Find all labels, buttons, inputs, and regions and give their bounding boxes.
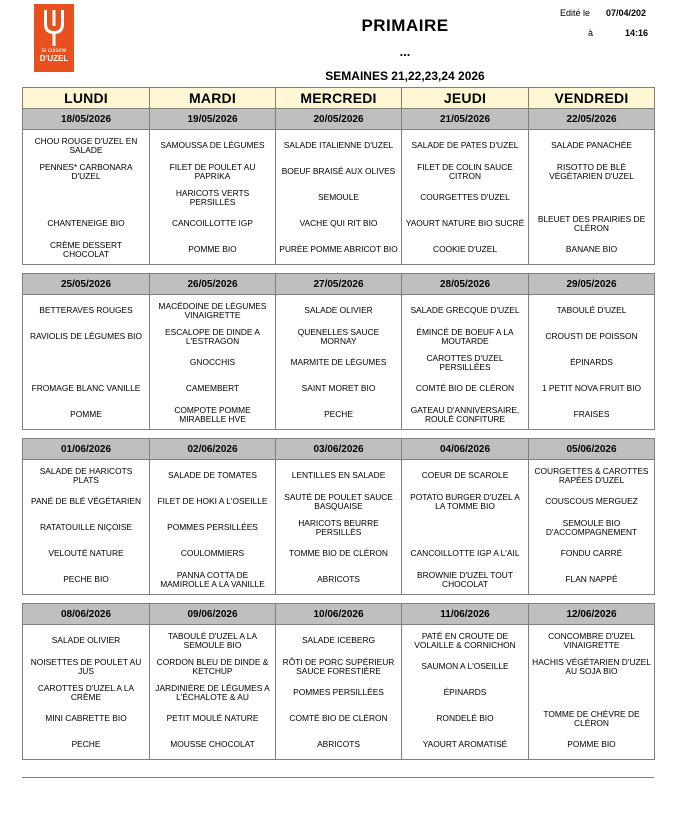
dish-item: PENNES* CARBONARA D'UZEL (39, 161, 133, 181)
date-row (23, 274, 655, 295)
dish-item: HACHIS VÉGÉTARIEN D'UZEL AU SOJA BIO (532, 656, 651, 676)
dish-item: BOEUF BRAISÉ AUX OLIVES (281, 166, 396, 177)
day-menu-cell (402, 130, 529, 265)
dish-item: COUSCOUS MERGUEZ (545, 496, 638, 507)
day-menu-cell (402, 295, 529, 430)
date-cell: 03/06/2026 (276, 439, 402, 460)
dish-item: COMPOTE POMME MIRABELLE HVE (174, 404, 251, 424)
dish-item: TABOULÉ D'UZEL A LA SEMOULE BIO (167, 630, 258, 650)
dish-item: CAMEMBERT (185, 383, 240, 394)
dish-item: 1 PETIT NOVA FRUIT BIO (541, 383, 642, 394)
date-cell: 26/05/2026 (150, 274, 276, 295)
date-cell: 10/06/2026 (276, 604, 402, 625)
dish-item: PETIT MOULÉ NATURE (166, 713, 259, 724)
dish-item: FILET DE COLIN SAUCE CITRON (417, 161, 513, 181)
date-cell: 08/06/2026 (23, 604, 150, 625)
dish-item: SAMOUSSA DE LÉGUMES (160, 140, 265, 151)
day-menu-cell (150, 130, 276, 265)
dish-item: SALADE PANACHÉE (551, 140, 632, 151)
page-title: PRIMAIRE (361, 16, 449, 35)
spacer-cell (150, 430, 276, 439)
dish-item (529, 680, 654, 706)
dish-item: RATATOUILLE NIÇOISE (40, 522, 132, 533)
dish-item: RISOTTO DE BLÉ VÉGÉTARIEN D'UZEL (549, 161, 634, 181)
dish-item: PANÉ DE BLÉ VÉGÉTARIEN (31, 496, 141, 507)
dish-item: COEUR DE SCAROLE (421, 470, 509, 481)
dish-item: SALADE OLIVIER (304, 305, 373, 316)
dish-item: COOKIE D'UZEL (433, 244, 497, 255)
day-header-wednesday: MERCREDI (276, 88, 402, 109)
dish-item: FILET DE POULET AU PAPRIKA (169, 161, 256, 181)
dish-item: SEMOULE BIO D'ACCOMPAGNEMENT (545, 517, 638, 537)
dish-item: RAVIOLIS DE LÉGUMES BIO (29, 331, 142, 342)
week-spacer (23, 265, 655, 274)
dish-item: FROMAGE BLANC VANILLE (31, 383, 141, 394)
date-cell: 22/05/2026 (529, 109, 655, 130)
dish-item: PECHE (71, 739, 101, 750)
date-cell: 09/06/2026 (150, 604, 276, 625)
dish-item: COURGETTES & CAROTTES RAPÉES D'UZEL (534, 465, 649, 485)
dish-item: COURGETTES D'UZEL (420, 192, 510, 203)
bottom-divider (22, 777, 654, 778)
day-header-tuesday: MARDI (150, 88, 276, 109)
dish-item: CORDON BLEU DE DINDE & KETCHUP (156, 656, 269, 676)
dish-item: VELOUTÉ NATURE (48, 548, 124, 559)
day-header-row (23, 88, 655, 109)
dish-item: SALADE DE TOMATES (168, 470, 257, 481)
dish-item: GNOCCHIS (189, 357, 236, 368)
dish-item: CANCOILLOTTE IGP A L'AIL (410, 548, 520, 559)
dish-item: YAOURT AROMATISÉ (422, 739, 508, 750)
dish-item: COMTÉ BIO DE CLÉRON (289, 713, 388, 724)
dish-item: POMME (70, 409, 102, 420)
dish-item: HARICOTS VERTS PERSILLÉS (175, 187, 250, 207)
menu-table (22, 87, 654, 760)
dish-item: RÔTI DE PORC SUPÉRIEUR SAUCE FORESTIÈRE (282, 656, 395, 676)
dish-item: LENTILLES EN SALADE (291, 470, 386, 481)
dish-item: SALADE GRECQUE D'UZEL (410, 305, 520, 316)
dish-item: CROUSTI DE POISSON (545, 331, 638, 342)
dish-item (23, 185, 149, 211)
dish-item: SALADE ITALIENNE D'UZEL (283, 140, 394, 151)
dish-item (402, 515, 528, 541)
edited-at-label: à (588, 28, 594, 38)
day-menu-cell (402, 625, 529, 760)
dish-item: NOISETTES DE POULET AU JUS (30, 656, 142, 676)
dish-item: FRAISES (573, 409, 610, 420)
dish-item: PURÉE POMME ABRICOT BIO (279, 244, 398, 255)
spacer-cell (529, 595, 655, 604)
dish-item: BETTERAVES ROUGES (39, 305, 133, 316)
spacer-cell (402, 265, 529, 274)
dish-item: RONDELÉ BIO (436, 713, 494, 724)
logo-text-la-cuisine: la cuisine (41, 48, 67, 54)
dish-item: SAINT MORET BIO (301, 383, 376, 394)
dish-item: ABRICOTS (317, 739, 360, 750)
day-menu-cell (23, 625, 150, 760)
date-cell: 28/05/2026 (402, 274, 529, 295)
spacer-cell (529, 430, 655, 439)
dish-item: ABRICOTS (317, 574, 360, 585)
day-menu-cell (529, 625, 655, 760)
day-menu-cell (276, 295, 402, 430)
spacer-cell (23, 430, 150, 439)
day-menu-cell (276, 460, 402, 595)
dish-item: TOMME BIO DE CLÉRON (289, 548, 388, 559)
day-menu-cell (402, 460, 529, 595)
dish-item: BLEUET DES PRAIRIES DE CLÉRON (537, 213, 646, 233)
menu-items-row (23, 295, 655, 430)
dish-item: TABOULÉ D'UZEL (556, 305, 627, 316)
dish-item: SALADE ICEBERG (301, 635, 376, 646)
week-spacer (23, 430, 655, 439)
dish-item: BANANE BIO (565, 244, 618, 255)
dish-item: CAROTTES D'UZEL A LA CRÈME (37, 682, 135, 702)
dish-item: PANNA COTTA DE MAMIROLLE A LA VANILLE (160, 569, 265, 589)
dish-item: FONDU CARRÉ (560, 548, 623, 559)
dish-item: MINI CABRETTE BIO (45, 713, 127, 724)
dish-item: QUENELLES SAUCE MORNAY (297, 326, 380, 346)
dish-item: HARICOTS BEURRE PERSILLÉS (298, 517, 379, 537)
day-menu-cell (529, 295, 655, 430)
day-menu-cell (23, 130, 150, 265)
cuisine-uzel-logo (34, 4, 74, 72)
spacer-cell (276, 595, 402, 604)
day-menu-cell (529, 460, 655, 595)
spacer-cell (529, 265, 655, 274)
dish-item: SAUMON A L'OSEILLE (421, 661, 509, 672)
dish-item: FILET DE HOKI A L'OSEILLE (157, 496, 268, 507)
dish-item: ÉPINARDS (443, 687, 487, 698)
date-cell: 02/06/2026 (150, 439, 276, 460)
day-menu-cell (150, 295, 276, 430)
fork-icon (41, 10, 67, 46)
dish-item (23, 350, 149, 376)
dish-item: JARDINIÈRE DE LÉGUMES A L'ÉCHALOTE & AU (155, 682, 270, 702)
day-menu-cell (150, 460, 276, 595)
dish-item: PECHE BIO (63, 574, 109, 585)
spacer-cell (23, 265, 150, 274)
day-menu-cell (276, 625, 402, 760)
dish-item: COMTÉ BIO DE CLÉRON (415, 383, 515, 394)
dish-item: FLAN NAPPÉ (565, 574, 618, 585)
spacer-cell (276, 430, 402, 439)
day-header-monday: LUNDI (23, 88, 150, 109)
dish-item: MOUSSE CHOCOLAT (170, 739, 255, 750)
date-cell: 05/06/2026 (529, 439, 655, 460)
day-menu-cell (276, 130, 402, 265)
dish-item (529, 185, 654, 211)
edited-date: 07/04/202 (606, 8, 647, 18)
day-menu-cell (529, 130, 655, 265)
menu-items-row (23, 130, 655, 265)
dish-item: POMMES PERSILLÉES (293, 687, 384, 698)
date-cell: 20/05/2026 (276, 109, 402, 130)
dish-item: CONCOMBRE D'UZEL VINAIGRETTE (548, 630, 635, 650)
date-cell: 25/05/2026 (23, 274, 150, 295)
dish-item: CHANTENEIGE BIO (47, 218, 125, 229)
date-cell: 27/05/2026 (276, 274, 402, 295)
edited-time: 14:16 (625, 28, 649, 38)
spacer-cell (23, 595, 150, 604)
date-cell: 21/05/2026 (402, 109, 529, 130)
spacer-cell (150, 595, 276, 604)
dish-item: BROWNIE D'UZEL TOUT CHOCOLAT (417, 569, 513, 589)
dish-item: ÉMINCÉ DE BOEUF A LA MOUTARDE (416, 326, 514, 346)
spacer-cell (402, 430, 529, 439)
dish-item: CANCOILLOTTE IGP (172, 218, 253, 229)
dish-item: TOMME DE CHÈVRE DE CLÉRON (543, 708, 640, 728)
dish-item: ÉPINARDS (570, 357, 613, 368)
spacer-cell (402, 595, 529, 604)
date-row (23, 439, 655, 460)
dish-item: SAUTÉ DE POULET SAUCE BASQUAISE (284, 491, 393, 511)
dish-item: SEMOULE (318, 192, 359, 203)
dish-item: MARMITE DE LÉGUMES (290, 357, 387, 368)
date-cell: 12/06/2026 (529, 604, 655, 625)
dish-item: POMME BIO (567, 739, 616, 750)
date-row (23, 604, 655, 625)
date-row (23, 109, 655, 130)
dish-item: POTATO BURGER D'UZEL A LA TOMME BIO (410, 491, 520, 511)
dish-item: PECHE (324, 409, 353, 420)
dish-item: GATEAU D'ANNIVERSAIRE, ROULÉ CONFITURE (410, 404, 520, 424)
day-menu-cell (150, 625, 276, 760)
dish-item: SALADE DE PATES D'UZEL (411, 140, 519, 151)
day-header-friday: VENDREDI (529, 88, 655, 109)
day-menu-cell (23, 295, 150, 430)
dish-item: VACHE QUI RIT BIO (299, 218, 378, 229)
edited-label: Edité le (560, 8, 591, 18)
week-spacer (23, 595, 655, 604)
dish-item: POMMES PERSILLÉES (167, 522, 258, 533)
dish-item: CHOU ROUGE D'UZEL EN SALADE (34, 135, 138, 155)
spacer-cell (150, 265, 276, 274)
date-cell: 04/06/2026 (402, 439, 529, 460)
dish-item: POMME BIO (188, 244, 237, 255)
dish-item: YAOURT NATURE BIO SUCRÉ (405, 218, 525, 229)
date-cell: 18/05/2026 (23, 109, 150, 130)
dish-item: CRÈME DESSERT CHOCOLAT (50, 239, 122, 259)
menu-items-row (23, 625, 655, 760)
menu-items-row (23, 460, 655, 595)
dish-item: SALADE DE HARICOTS PLATS (39, 465, 133, 485)
dish-item: MACÉDOINE DE LÉGUMES VINAIGRETTE (158, 300, 267, 320)
dish-item: SALADE OLIVIER (51, 635, 121, 646)
page-subtitle: ... (399, 44, 411, 59)
date-cell: 01/06/2026 (23, 439, 150, 460)
logo-text-uzel: D'UZEL (39, 54, 69, 63)
day-menu-cell (23, 460, 150, 595)
dish-item: ESCALOPE DE DINDE A L'ESTRAGON (165, 326, 260, 346)
weeks-heading: SEMAINES 21,22,23,24 2026 (325, 69, 485, 83)
dish-item: CAROTTES D'UZEL PERSILLÉES (426, 352, 504, 372)
date-cell: 19/05/2026 (150, 109, 276, 130)
dish-item: PATÉ EN CROUTE DE VOLAILLE & CORNICHON (414, 630, 516, 650)
date-cell: 11/06/2026 (402, 604, 529, 625)
date-cell: 29/05/2026 (529, 274, 655, 295)
dish-item: COULOMMIERS (180, 548, 245, 559)
spacer-cell (276, 265, 402, 274)
day-header-thursday: JEUDI (402, 88, 529, 109)
